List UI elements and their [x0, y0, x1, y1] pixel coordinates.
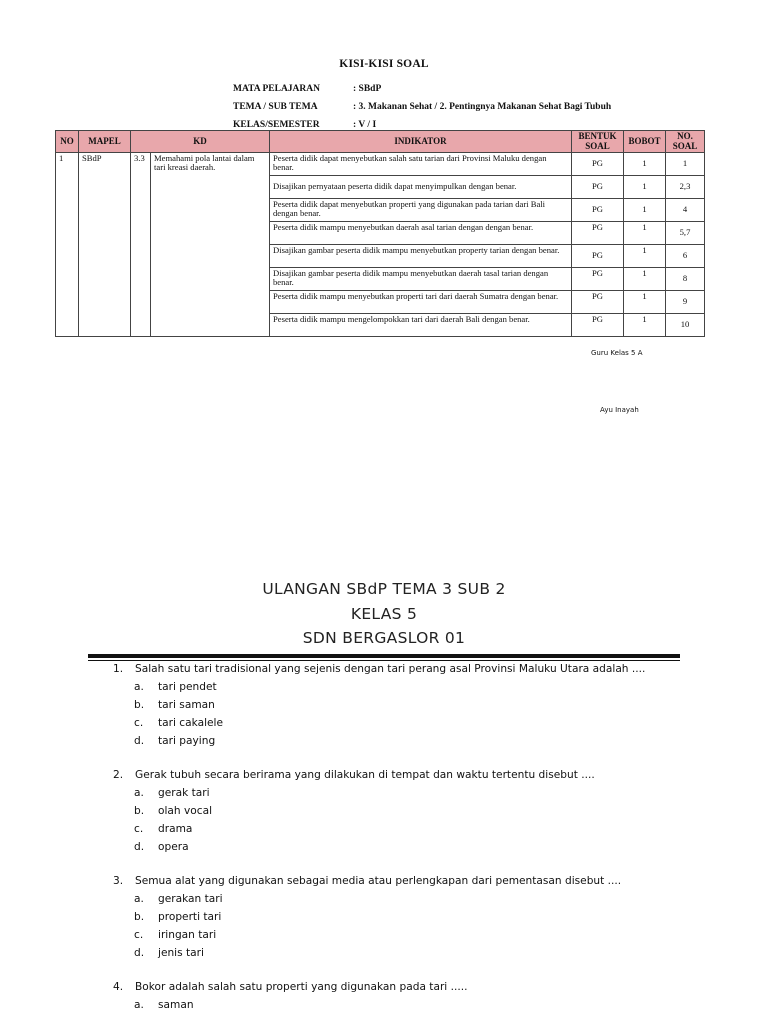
exam-school: SDN BERGASLOR 01: [302, 629, 466, 647]
signature-title: Guru Kelas 5 A: [591, 349, 643, 357]
question-line: [113, 766, 713, 784]
meta-value: : SBdP: [353, 84, 382, 94]
meta-label: KELAS/SEMESTER: [233, 120, 320, 130]
answer-option: [113, 890, 713, 908]
cell-indikator: Peserta didik mampu mengelompokkan tari dari daerah Bali dengan benar.: [270, 314, 572, 337]
header-indikator: INDIKATOR: [270, 131, 572, 153]
option-letter: d.: [134, 841, 145, 853]
answer-option: [113, 678, 713, 696]
option-letter: a.: [134, 999, 144, 1011]
cell-kd-text: Memahami pola lantai dalam tari kreasi daerah.: [151, 153, 270, 337]
cell-nosoal: 9: [666, 291, 705, 314]
question-number: 2.: [113, 769, 124, 781]
option-text: tari pendet: [158, 681, 217, 693]
kisi-title: KISI-KISI SOAL: [339, 58, 429, 70]
header-mapel: MAPEL: [79, 131, 131, 153]
option-text: tari cakalele: [158, 717, 223, 729]
cell-bentuk: PG: [572, 222, 624, 245]
option-text: properti tari: [158, 911, 222, 923]
question-text: Semua alat yang digunakan sebagai media atau perlengkapan dari pementasan disebut ....: [135, 875, 622, 887]
meta-label: TEMA / SUB TEMA: [233, 102, 318, 112]
option-text: saman: [158, 999, 194, 1011]
cell-bobot: 1: [624, 199, 666, 222]
option-letter: c.: [134, 823, 144, 835]
answer-option: [113, 732, 713, 750]
header-bentuk: BENTUK SOAL: [572, 131, 624, 153]
option-text: iringan tari: [158, 929, 217, 941]
cell-nosoal: 5,7: [666, 222, 705, 245]
cell-indikator: Peserta didik mampu menyebutkan daerah asal tarian dengan dengan benar.: [270, 222, 572, 245]
question-text: Gerak tubuh secara berirama yang dilakukan di tempat dan waktu tertentu disebut ....: [135, 769, 595, 781]
cell-bentuk: PG: [572, 245, 624, 268]
meta-value: : V / I: [353, 120, 377, 130]
exam-title: ULANGAN SBdP TEMA 3 SUB 2: [262, 580, 506, 598]
cell-mapel: SBdP: [79, 153, 131, 337]
table-header-row: [56, 131, 705, 153]
cell-indikator: Disajikan gambar peserta didik mampu menyebutkan property tarian dengan benar.: [270, 245, 572, 268]
cell-bobot: 1: [624, 245, 666, 268]
cell-bobot: 1: [624, 222, 666, 245]
cell-bobot: 1: [624, 153, 666, 176]
meta-block: [233, 80, 611, 134]
exam-class: KELAS 5: [350, 605, 418, 623]
question-item: [113, 766, 713, 856]
answer-option: [113, 696, 713, 714]
question-number: 4.: [113, 981, 124, 993]
cell-bobot: 1: [624, 291, 666, 314]
cell-indikator: Peserta didik dapat menyebutkan properti yang digunakan pada tarian dari Bali dengan benar.: [270, 199, 572, 222]
option-letter: d.: [134, 735, 145, 747]
option-text: drama: [158, 823, 193, 835]
header-bobot: BOBOT: [624, 131, 666, 153]
question-text: Salah satu tari tradisional yang sejenis dengan tari perang asal Provinsi Maluku Utara adalah ....: [135, 663, 646, 675]
cell-nosoal: 6: [666, 245, 705, 268]
header-no: NO: [56, 131, 79, 153]
question-line: [113, 978, 713, 996]
option-text: gerak tari: [158, 787, 210, 799]
signature-name: Ayu Inayah: [600, 406, 639, 414]
cell-nosoal: 4: [666, 199, 705, 222]
cell-nosoal: 10: [666, 314, 705, 337]
header-nosoal: NO. SOAL: [666, 131, 705, 153]
answer-option: [113, 908, 713, 926]
answer-option: [113, 996, 713, 1014]
meta-row-subject: [233, 80, 611, 98]
cell-bentuk: PG: [572, 268, 624, 291]
question-line: [113, 660, 713, 678]
option-letter: b.: [134, 699, 145, 711]
question-line: [113, 872, 713, 890]
cell-bentuk: PG: [572, 199, 624, 222]
cell-kd-number: 3.3: [131, 153, 151, 337]
divider-thick: [88, 654, 680, 658]
cell-no: 1: [56, 153, 79, 337]
option-text: tari saman: [158, 699, 215, 711]
cell-bentuk: PG: [572, 291, 624, 314]
option-letter: a.: [134, 787, 144, 799]
cell-bentuk: PG: [572, 153, 624, 176]
question-item: [113, 872, 713, 962]
question-text: Bokor adalah salah satu properti yang digunakan pada tari .....: [135, 981, 468, 993]
meta-label: MATA PELAJARAN: [233, 84, 320, 94]
question-number: 3.: [113, 875, 124, 887]
answer-option: [113, 926, 713, 944]
answer-option: [113, 784, 713, 802]
answer-option: [113, 802, 713, 820]
cell-nosoal: 8: [666, 268, 705, 291]
cell-indikator: Peserta didik dapat menyebutkan salah satu tarian dari Provinsi Maluku dengan benar.: [270, 153, 572, 176]
cell-bentuk: PG: [572, 314, 624, 337]
cell-indikator: Disajikan pernyataan peserta didik dapat menyimpulkan dengan benar.: [270, 176, 572, 199]
cell-bobot: 1: [624, 176, 666, 199]
header-kd: KD: [131, 131, 270, 153]
cell-bobot: 1: [624, 314, 666, 337]
option-text: olah vocal: [158, 805, 213, 817]
cell-bobot: 1: [624, 268, 666, 291]
question-list: [113, 660, 713, 1030]
answer-option: [113, 944, 713, 962]
option-letter: b.: [134, 911, 145, 923]
meta-row-theme: [233, 98, 611, 116]
answer-option: [113, 820, 713, 838]
option-text: gerakan tari: [158, 893, 223, 905]
answer-option: [113, 838, 713, 856]
option-text: opera: [158, 841, 189, 853]
cell-nosoal: 1: [666, 153, 705, 176]
table-row: [56, 153, 705, 176]
answer-option: [113, 714, 713, 732]
option-letter: c.: [134, 929, 144, 941]
question-item: [113, 660, 713, 750]
question-item: [113, 978, 713, 1014]
option-letter: a.: [134, 681, 144, 693]
question-number: 1.: [113, 663, 124, 675]
cell-nosoal: 2,3: [666, 176, 705, 199]
cell-indikator: Disajikan gambar peserta didik mampu menyebutkan daerah tasal tarian dengan benar.: [270, 268, 572, 291]
option-letter: d.: [134, 947, 145, 959]
option-text: jenis tari: [158, 947, 204, 959]
option-text: tari paying: [158, 735, 216, 747]
option-letter: b.: [134, 805, 145, 817]
cell-bentuk: PG: [572, 176, 624, 199]
option-letter: c.: [134, 717, 144, 729]
cell-indikator: Peserta didik mampu menyebutkan properti tari dari daerah Sumatra dengan benar.: [270, 291, 572, 314]
meta-value: : 3. Makanan Sehat / 2. Pentingnya Makanan Sehat Bagi Tubuh: [353, 102, 612, 112]
kisi-table: [55, 130, 705, 337]
option-letter: a.: [134, 893, 144, 905]
